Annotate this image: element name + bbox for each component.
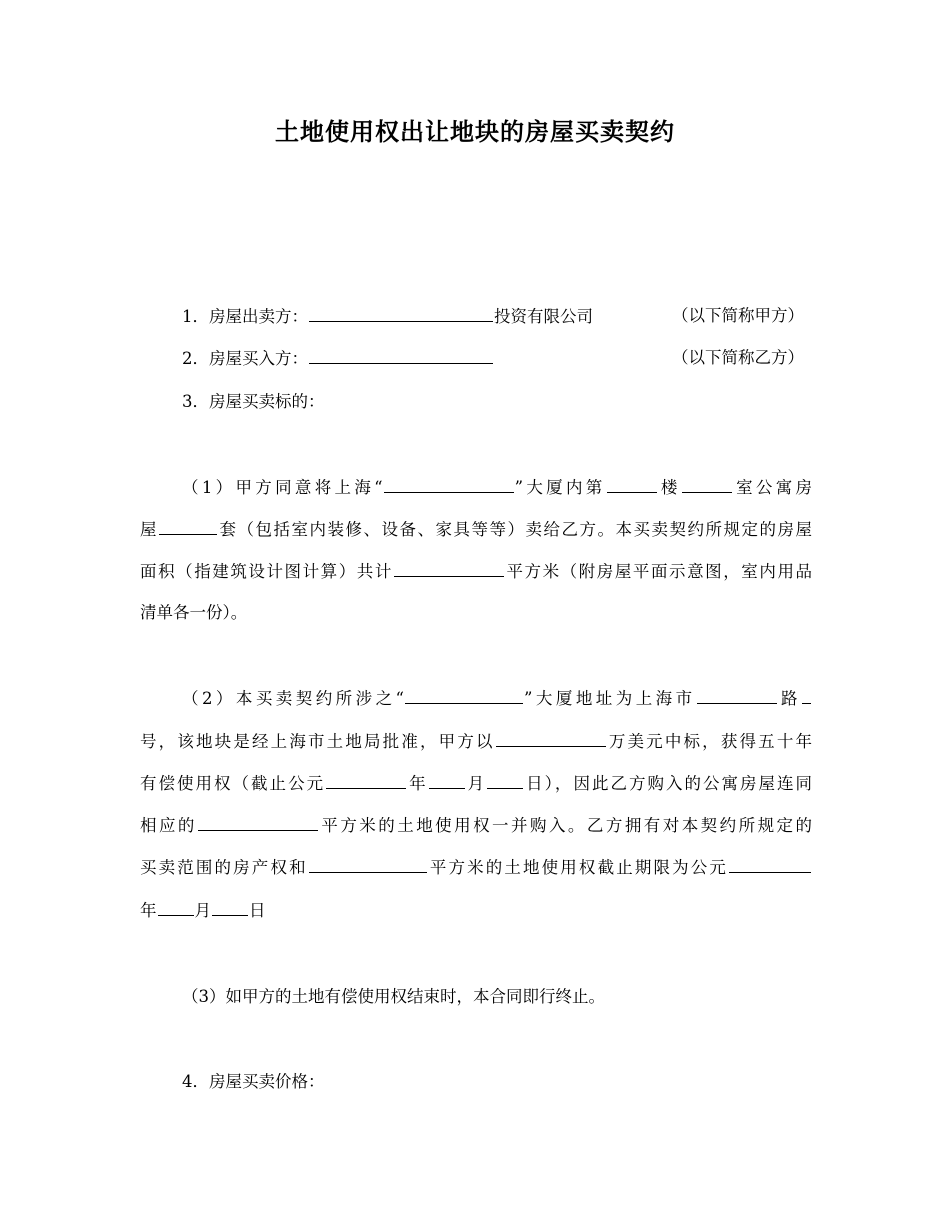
seller-note: （以下简称甲方） [672,306,804,325]
document-title: 土地使用权出让地块的房屋买卖契约 [275,118,675,146]
seller-name-blank[interactable] [309,304,493,322]
p1-text: 室公寓房 [732,478,813,497]
p2-line-4 [140,813,812,838]
p2-line-5 [140,855,812,880]
term-year-blank[interactable] [729,855,811,873]
p1-line-2 [140,517,812,542]
p1-line-4: 清单各一份）。 [140,603,248,622]
expiry-year-blank[interactable] [326,771,406,789]
number-blank[interactable] [802,686,811,704]
p2-text: 年 [140,901,157,920]
p1-text: 楼 [657,478,681,497]
road-blank[interactable] [697,686,777,704]
seller-label: 1．房屋出卖方： [182,307,308,326]
seller-suffix: 投资有限公司 [494,307,593,326]
p2-text: 月 [194,901,211,920]
p1-text: 套（包括室内装修、设备、家具等等）卖给乙方。本买卖契约所规定的房屋 [218,520,812,539]
buyer-line [182,346,812,371]
p2-text: （2）本买卖契约所涉之“ [182,689,404,708]
p1-text: 屋 [140,520,158,539]
p2-text: ”大厦地址为上海市 [524,689,696,708]
p1-text: ”大厦内第 [514,478,606,497]
p1-text: （1）甲方同意将上海“ [182,478,383,497]
p2-text: 有偿使用权（截止公元 [140,774,326,793]
term-day-blank[interactable] [212,898,248,916]
p2-text: 平方米的土地使用权截止期限为公元 [427,858,729,877]
p2-text: 号，该地块是经上海市土地局批准，甲方以 [140,732,495,751]
p2-line-6 [140,898,812,923]
p2-text: 相应的 [140,816,197,835]
buyer-label: 2．房屋买入方： [182,349,308,368]
expiry-month-blank[interactable] [429,771,465,789]
p2-line-1 [182,686,812,711]
bid-amount-blank[interactable] [496,729,606,747]
p3-line: （3）如甲方的土地有偿使用权结束时，本合同即行终止。 [182,987,605,1006]
p2-text: 日 [249,901,266,920]
p1-text: 面积（指建筑设计图计算）共计 [140,562,393,581]
land-area-blank-2[interactable] [309,855,427,873]
p2-line-3 [140,771,812,796]
term-month-blank[interactable] [158,898,194,916]
land-area-blank[interactable] [198,813,318,831]
buyer-name-blank[interactable] [309,346,493,364]
building-name-blank-2[interactable] [405,686,523,704]
room-blank[interactable] [682,475,732,493]
p2-text: 日），因此乙方购入的公寓房屋连同 [524,774,813,793]
p2-text: 年 [407,774,428,793]
seller-line [182,304,812,329]
p2-text: 平方米的土地使用权一并购入。乙方拥有对本契约所规定的 [318,816,813,835]
p2-text: 万美元中标，获得五十年 [606,732,813,751]
buyer-note: （以下简称乙方） [672,348,804,367]
area-blank[interactable] [394,559,504,577]
expiry-day-blank[interactable] [487,771,523,789]
p2-text: 买卖范围的房产权和 [140,858,308,877]
p2-text: 月 [465,774,487,793]
floor-blank[interactable] [607,475,657,493]
p1-line-3 [140,559,812,584]
price-heading: 4．房屋买卖价格： [182,1072,325,1091]
p2-line-2 [140,729,812,754]
p2-text: 路 [777,689,801,708]
p1-text: 平方米（附房屋平面示意图，室内用品 [504,562,813,581]
p1-line-1 [182,475,812,500]
building-name-blank[interactable] [384,475,514,493]
unit-count-blank[interactable] [159,517,217,535]
subject-heading: 3．房屋买卖标的： [182,392,325,411]
